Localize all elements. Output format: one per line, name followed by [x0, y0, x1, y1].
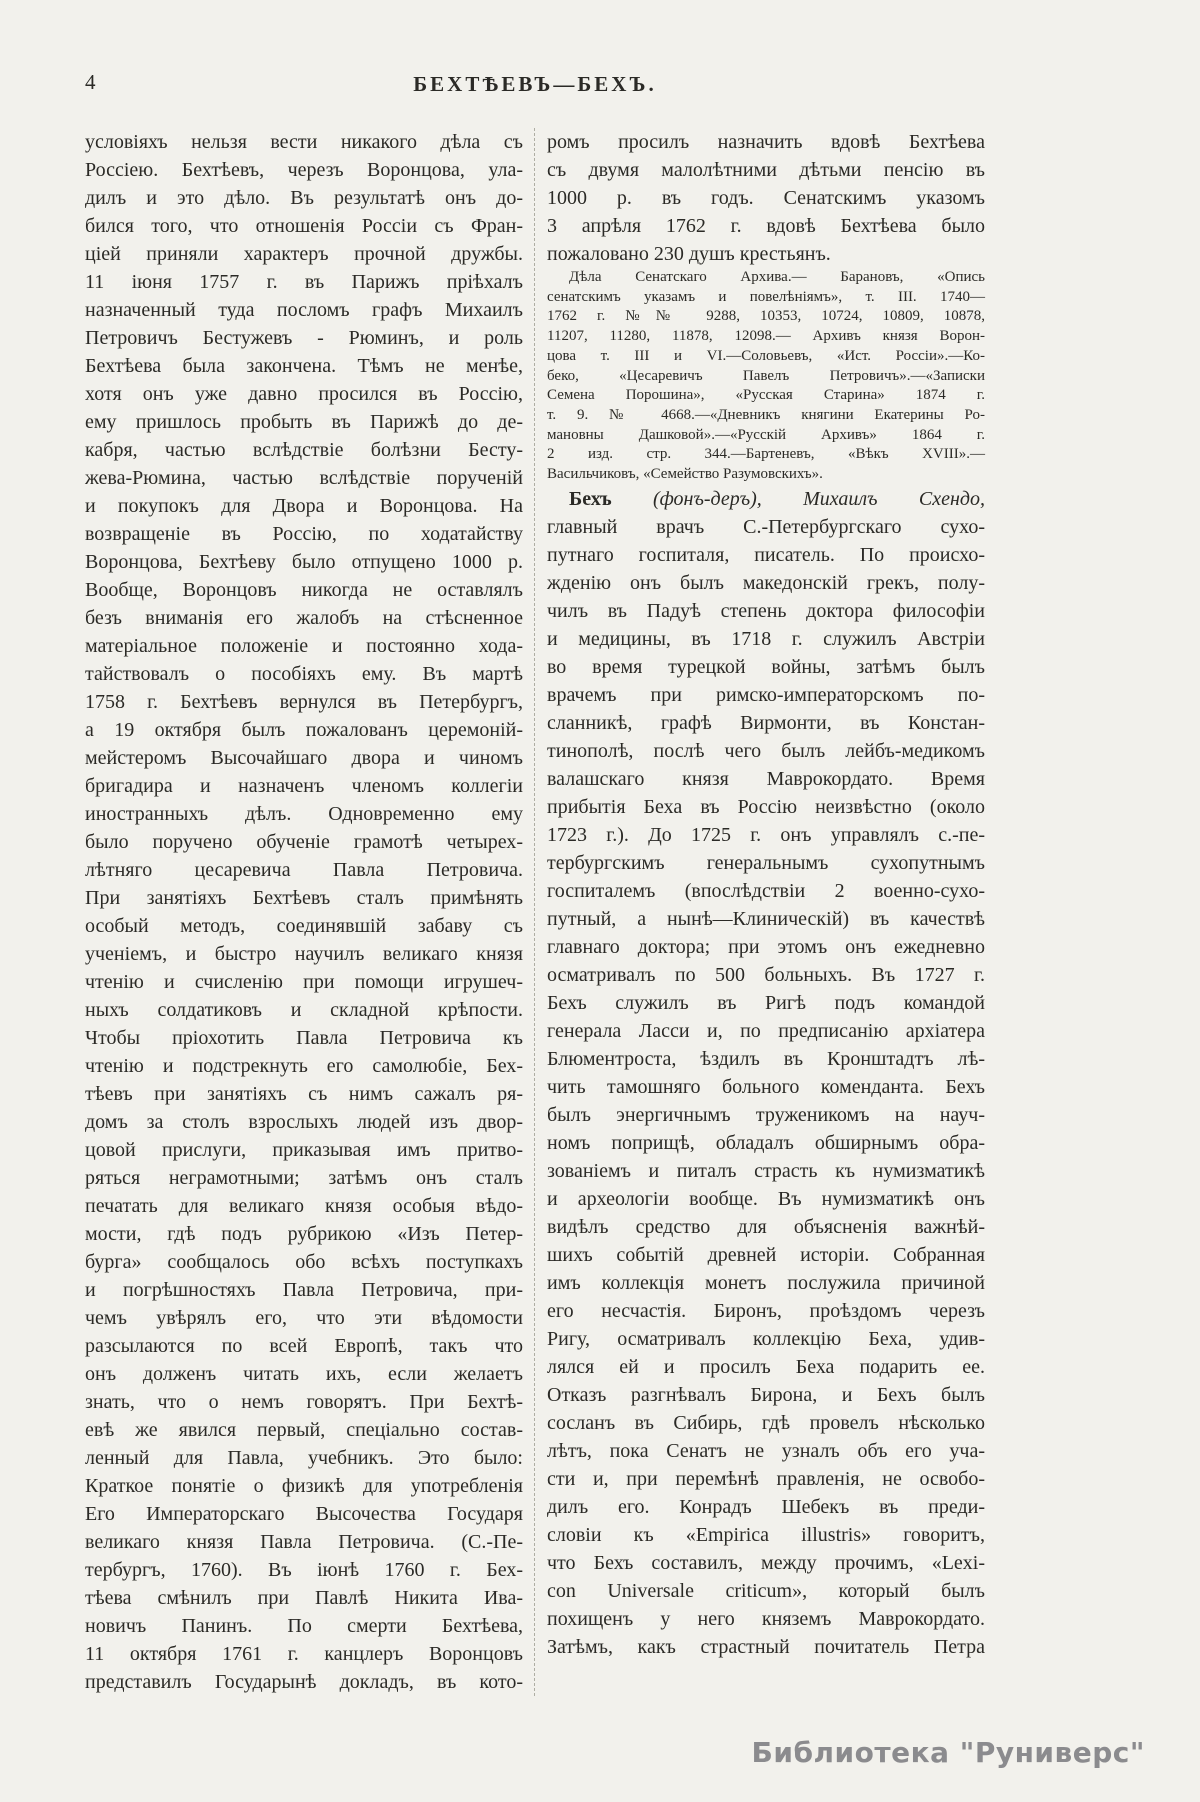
text-line: Бехъ служилъ въ Ригѣ подъ командой — [547, 991, 985, 1014]
text-line: Затѣмъ, какъ страстный почитатель Петра — [547, 1635, 985, 1658]
page-number: 4 — [85, 70, 96, 94]
text-line: видѣлъ средство для объясненія важнѣй- — [547, 1215, 985, 1238]
text-line: 2 изд. стр. 344.—Бартеневъ, «Вѣкъ XVIII».— — [547, 446, 985, 463]
text-line: Ригу, осматривалъ коллекцію Беха, удив- — [547, 1327, 985, 1350]
text-line: Петровичъ Бестужевъ - Рюминъ, и роль — [85, 327, 523, 349]
text-line: дилъ и это дѣло. Въ результатѣ онъ до- — [85, 187, 523, 209]
text-line: назначенный туда посломъ графъ Михаилъ — [85, 299, 523, 321]
text-line: чилъ въ Падуѣ степень доктора философіи — [547, 599, 985, 622]
bibliography-block — [547, 268, 985, 485]
text-line: похищенъ у него княземъ Маврокордато. — [547, 1607, 985, 1630]
text-line: тербургъ, 1760). Въ іюнѣ 1760 г. Бех- — [85, 1559, 523, 1581]
text-line: ныхъ солдатиковъ и складной крѣпости. — [85, 999, 523, 1021]
text-line: номъ поприщѣ, обладалъ обширнымъ обра- — [547, 1131, 985, 1154]
text-line: сти и, при перемѣнѣ правленія, не освобо- — [547, 1467, 985, 1490]
text-line: мейстеромъ Высочайшаго двора и чиномъ — [85, 747, 523, 769]
text-line: сланникѣ, графѣ Вирмонти, въ Констан- — [547, 711, 985, 734]
library-watermark: Библиотека "Руниверс" — [751, 1736, 1145, 1769]
text-line: тѣева смѣнилъ при Павлѣ Никита Ива- — [85, 1587, 523, 1609]
text-segment — [762, 488, 803, 510]
text-line: онъ долженъ читать ихъ, если желаетъ — [85, 1363, 523, 1385]
text-line: жденію онъ былъ македонскій грекъ, полу- — [547, 571, 985, 594]
text-line: 1762 г. №№ 9288, 10353, 10724, 10809, 10878, — [547, 308, 985, 325]
text-line: и медицины, въ 1718 г. служилъ Австріи — [547, 627, 985, 650]
text-line: особый методъ, соединявшій забаву съ — [85, 915, 523, 937]
right-column — [534, 128, 985, 1696]
text-line: и археологіи вообще. Въ нумизматикѣ онъ — [547, 1187, 985, 1210]
text-line: 11 октября 1761 г. канцлеръ Воронцовъ — [85, 1643, 523, 1665]
text-line: съ двумя малолѣтними дѣтьми пенсію въ — [547, 159, 985, 181]
text-line: генерала Ласси и, по предписанію архіатера — [547, 1019, 985, 1042]
text-line: 11207, 11280, 11878, 12098.— Архивъ князя Ворон- — [547, 328, 985, 345]
text-segment — [612, 488, 653, 510]
text-line: безъ вниманія его жалобъ на стѣсненное — [85, 607, 523, 629]
text-line: домъ за столъ взрослыхъ людей изъ двор- — [85, 1111, 523, 1133]
text-line: тѣевъ при занятіяхъ съ нимъ сажалъ ря- — [85, 1083, 523, 1105]
text-line: пожаловано 230 душъ крестьянъ. — [547, 243, 831, 265]
text-line: бурга» сообщалось обо всѣхъ поступкахъ — [85, 1251, 523, 1273]
text-line: чемъ увѣрялъ его, что эти вѣдомости — [85, 1307, 523, 1329]
text-line: Чтобы пріохотить Павла Петровича къ — [85, 1027, 523, 1049]
text-line: тербургскимъ генеральнымъ сухопутнымъ — [547, 851, 985, 874]
text-line: Краткое понятіе о физикѣ для употребленія — [85, 1475, 523, 1497]
text-line: госпиталемъ (впослѣдствіи 2 военно-сухо- — [547, 879, 985, 902]
text-line: Его Императорскаго Высочества Государя — [85, 1503, 523, 1525]
text-line: ромъ просилъ назначить вдовѣ Бехтѣева — [547, 131, 985, 153]
running-title: БЕХТѢЕВЪ—БЕХЪ. — [413, 72, 657, 96]
text-line: мости, гдѣ подъ рубрикою «Изъ Петер- — [85, 1223, 523, 1245]
text-line: былъ энергичнымъ труженикомъ на науч- — [547, 1103, 985, 1126]
text-line: чтенію и счисленію при помощи игрушеч- — [85, 971, 523, 993]
text-line: великаго князя Павла Петровича. (С.-Пе- — [85, 1531, 523, 1553]
text-line: а 19 октября былъ пожалованъ церемоній- — [85, 719, 523, 741]
text-line: ему пришлось пробыть въ Парижѣ до де- — [85, 411, 523, 433]
text-line: лѣтняго цесаревича Павла Петровича. — [85, 859, 523, 881]
text-line: цовой прислуги, приказывая имъ притво- — [85, 1139, 523, 1161]
text-line: путный, а нынѣ—Клиническій) въ качествѣ — [547, 907, 985, 930]
text-line: лялся ей и просилъ Беха подарить ее. — [547, 1355, 985, 1378]
text-line: Бехтѣева была закончена. Тѣмъ не менѣе, — [85, 355, 523, 377]
text-line — [547, 485, 985, 513]
text-line: бился того, что отношенія Россіи съ Фран- — [85, 215, 523, 237]
text-line: главный врачъ С.-Петербургскаго сухо- — [547, 515, 985, 538]
text-line: При занятіяхъ Бехтѣевъ сталъ примѣнять — [85, 887, 523, 909]
text-line: ученіемъ, и быстро научилъ великаго князя — [85, 943, 523, 965]
text-line: прибытія Беха въ Россію неизвѣстно (около — [547, 795, 985, 818]
text-line: разсылаются по всей Европѣ, такъ что — [85, 1335, 523, 1357]
text-line: кабря, частью вслѣдствіе болѣзни Бесту- — [85, 439, 523, 461]
entry-bech — [547, 485, 985, 1661]
text-line: имъ коллекція монетъ послужила причиной — [547, 1271, 985, 1294]
text-line: 3 апрѣля 1762 г. вдовѣ Бехтѣева было — [547, 215, 985, 237]
text-line: хотя онъ уже давно просился въ Россію, — [85, 383, 523, 405]
text-line: лѣтъ, пока Сенатъ не узналъ объ его уча- — [547, 1439, 985, 1462]
text-line: Воронцова, Бехтѣеву было отпущено 1000 р. — [85, 551, 523, 573]
right-column-continuation — [547, 128, 985, 268]
text-line: евѣ же явился первый, спеціально состав- — [85, 1419, 523, 1441]
text-line: словіи къ «Empirica illustris» говоритъ, — [547, 1523, 985, 1546]
text-line: ленный для Павла, учебникъ. Это было: — [85, 1447, 523, 1469]
text-line: главнаго доктора; при этомъ онъ ежедневно — [547, 935, 985, 958]
text-line: дилъ его. Конрадъ Шебекъ въ преди- — [547, 1495, 985, 1518]
text-line: чтенію и подстрекнуть его самолюбіе, Бех- — [85, 1055, 523, 1077]
text-segment: (фонъ-деръ), — [652, 487, 762, 510]
text-line: 1000 р. въ годъ. Сенатскимъ указомъ — [547, 187, 985, 209]
text-line: бригадира и назначенъ членомъ коллегіи — [85, 775, 523, 797]
text-line: Дѣла Сенатскаго Архива.— Барановъ, «Опись — [569, 269, 985, 285]
text-line: валашскаго князя Маврокордато. Время — [547, 767, 985, 790]
text-line: ціей приняли характеръ прочной дружбы. — [85, 243, 523, 265]
text-line: чить тамошняго больного коменданта. Бехъ — [547, 1075, 985, 1098]
text-line: зованіемъ и питалъ страсть къ нумизматикѣ — [547, 1159, 985, 1182]
text-columns — [85, 128, 985, 1696]
text-line: цова т. III и VI.—Соловьевъ, «Ист. Россіи».—Ко- — [547, 347, 985, 364]
text-segment: Бехъ — [569, 487, 612, 510]
text-line: условіяхъ нельзя вести никакого дѣла съ — [85, 131, 523, 153]
text-line: врачемъ при римско-императорскомъ по- — [547, 683, 985, 706]
text-line: Блюментроста, ѣздилъ въ Кронштадтъ лѣ- — [547, 1047, 985, 1070]
text-line: con Universale criticum», который былъ — [547, 1579, 985, 1602]
text-line: и покупокъ для Двора и Воронцова. На — [85, 495, 523, 517]
text-line: беко, «Цесаревичъ Павелъ Петровичъ».—«Записки — [547, 367, 985, 384]
text-line: жева-Рюмина, частью вслѣдствіе порученій — [85, 467, 523, 489]
text-line: Вообще, Воронцовъ никогда не оставлялъ — [85, 579, 523, 601]
text-line: 11 іюня 1757 г. въ Парижъ пріѣхалъ — [85, 271, 523, 293]
text-line: 1758 г. Бехтѣевъ вернулся въ Петербургъ, — [85, 691, 523, 713]
text-line: что Бехъ составилъ, между прочимъ, «Lexi- — [547, 1551, 985, 1574]
left-column — [85, 128, 523, 1696]
text-line: Семена Порошина», «Русская Старина» 1874 г. — [547, 387, 985, 404]
text-line: сенатскимъ указамъ и повелѣніямъ», т. III. 1740— — [547, 288, 985, 305]
text-line: т. 9. № 4668.—«Дневникъ княгини Екатерины Ро- — [547, 406, 985, 423]
text-line: печатать для великаго князя особыя вѣдо- — [85, 1195, 523, 1217]
text-line: представилъ Государынѣ докладъ, въ кото- — [85, 1671, 523, 1693]
text-line: во время турецкой войны, затѣмъ былъ — [547, 655, 985, 678]
text-line: 1723 г.). До 1725 г. онъ управлялъ с.-пе- — [547, 823, 985, 846]
text-line: мановны Дашковой».—«Русскій Архивъ» 1864 г. — [547, 426, 985, 443]
text-line: возвращеніе въ Россію, по ходатайству — [85, 523, 523, 545]
text-line: ряться неграмотными; затѣмъ онъ сталъ — [85, 1167, 523, 1189]
text-line: иностранныхъ дѣлъ. Одновременно ему — [85, 803, 523, 825]
text-line: матеріальное положеніе и постоянно хода- — [85, 635, 523, 657]
text-segment: Михаилъ Схендо, — [803, 487, 985, 510]
text-line: осматривалъ по 500 больныхъ. Въ 1727 г. — [547, 963, 985, 986]
text-line: новичъ Панинъ. По смерти Бехтѣева, — [85, 1615, 523, 1637]
text-line: Отказъ разгнѣвалъ Бирона, и Бехъ былъ — [547, 1383, 985, 1406]
text-line: шихъ событій древней исторіи. Собранная — [547, 1243, 985, 1266]
text-line: сосланъ въ Сибирь, гдѣ провелъ нѣсколько — [547, 1411, 985, 1434]
text-line: Васильчиковъ, «Семейство Разумовскихъ». — [547, 466, 823, 483]
text-line: и погрѣшностяхъ Павла Петровича, при- — [85, 1279, 523, 1301]
text-line: его несчастія. Биронъ, проѣздомъ черезъ — [547, 1299, 985, 1322]
text-line: знать, что о немъ говорятъ. При Бехтѣ- — [85, 1391, 523, 1413]
text-line: путнаго госпиталя, писатель. По происхо- — [547, 543, 985, 566]
text-line: тинополѣ, послѣ чего былъ лейбъ-медикомъ — [547, 739, 985, 762]
text-line: Россіею. Бехтѣевъ, черезъ Воронцова, ула- — [85, 159, 523, 181]
text-line: тайствовалъ о пособіяхъ ему. Въ мартѣ — [85, 663, 523, 685]
text-line: было поручено обученіе грамотѣ четырех- — [85, 831, 523, 853]
